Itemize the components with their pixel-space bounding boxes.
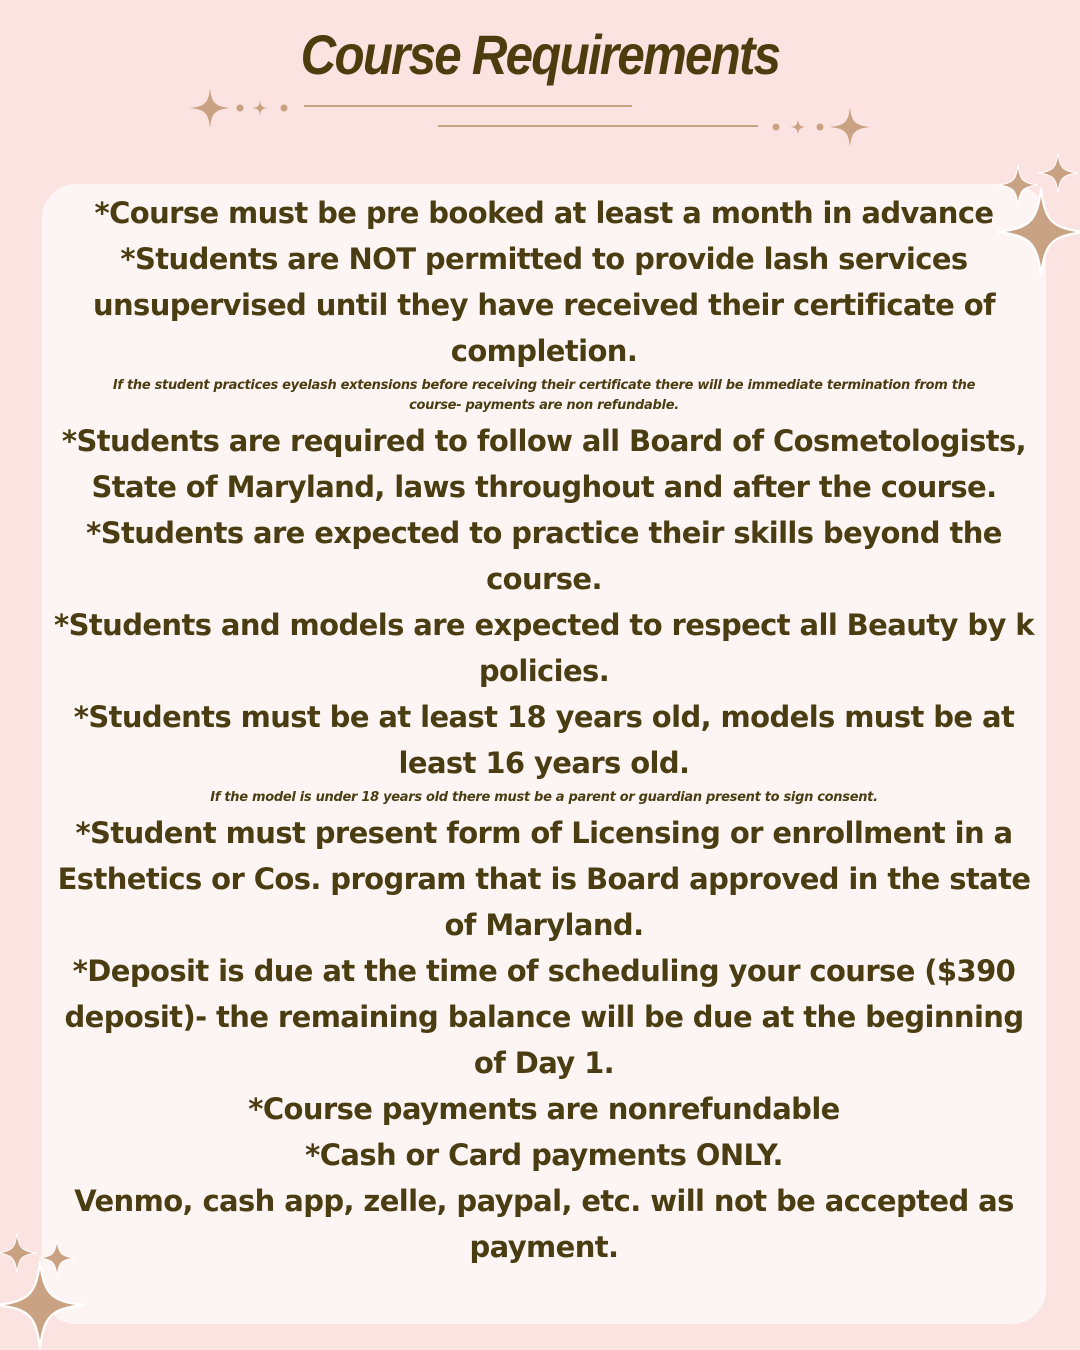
dot-icon [237,105,244,112]
title-divider-right [438,107,870,147]
requirement-item: Venmo, cash app, zelle, paypal, etc. will not be accepted as payment. [74,1184,1014,1264]
requirement-item: *Students and models are expected to respect all Beauty by k policies. [54,608,1034,688]
consent-note: If the model is under 18 years old there must be a parent or guardian present to sign consent. [210,790,878,805]
sparkle-icon [252,100,268,116]
termination-note: If the student practices eyelash extensions before receiving their certificate there will be immediate termination from the course- payments are non refundable. [112,378,976,413]
requirement-item: *Course must be pre booked at least a month in advance [94,196,994,230]
requirement-item: *Students must be at least 18 years old, models must be at least 16 years old. [73,700,1015,780]
requirements-list [42,190,1046,1270]
title-divider-left [190,88,632,128]
sparkle-icon [830,107,870,147]
requirement-item: *Students are NOT permitted to provide lash services unsupervised until they have received their certificate of completion. [92,242,996,368]
requirement-item: *Students are required to follow all Board of Cosmetologists, State of Maryland, laws throughout and after the course. [61,424,1027,504]
dot-icon [281,105,288,112]
requirement-item: *Course payments are nonrefundable [248,1092,840,1126]
sparkle-icon [790,119,806,135]
requirement-item: *Student must present form of Licensing or enrollment in a Esthetics or Cos. program that is Board approved in the state of Maryland. [57,816,1031,942]
dot-icon [817,124,824,131]
page-title: Course Requirements [300,23,780,86]
requirement-item: *Cash or Card payments ONLY. [305,1138,783,1172]
sparkle-icon [1038,153,1078,193]
sparkle-icon [190,88,230,128]
sparkle-icon [0,1233,37,1273]
requirement-item: *Deposit is due at the time of scheduling your course ($390 deposit)- the remaining balance will be due at the beginning of Day 1. [64,954,1024,1080]
requirement-item: *Students are expected to practice their skills beyond the course. [86,516,1002,596]
dot-icon [773,124,780,131]
